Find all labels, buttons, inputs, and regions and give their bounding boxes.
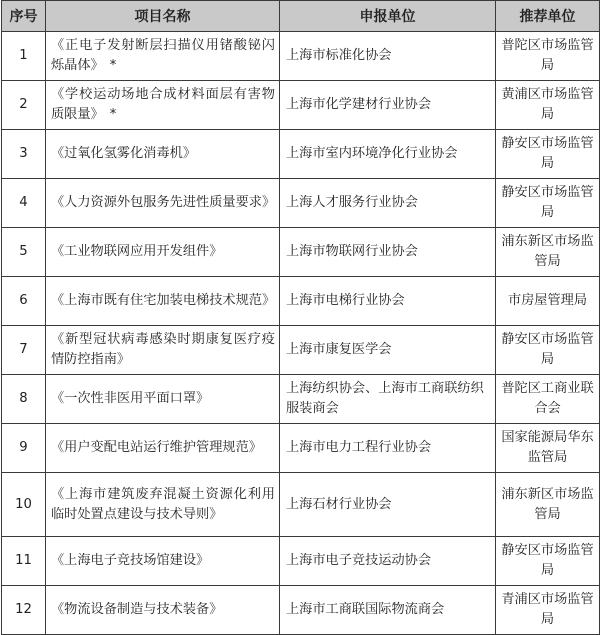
- project-name: 《过氧化氢雾化消毒机》: [51, 146, 197, 161]
- row-number: 10: [2, 473, 46, 537]
- row-number: 1: [2, 32, 46, 81]
- row-number: 7: [2, 326, 46, 375]
- recommending-unit: 静安区市场监管局: [496, 130, 600, 179]
- table-row: [2, 81, 600, 130]
- applicant-unit: 上海市工商联国际物流商会: [280, 586, 496, 635]
- project-name: 《正电子发射断层扫描仪用锗酸铋闪烁晶体》: [51, 38, 275, 73]
- project-name: 《人力资源外包服务先进性质量要求》: [51, 195, 276, 210]
- project-name-cell: [46, 81, 280, 130]
- row-number: 11: [2, 537, 46, 586]
- header-no: 序号: [2, 1, 46, 32]
- applicant-unit: 上海市标准化协会: [280, 32, 496, 81]
- recommending-unit: 普陀区市场监管局: [496, 32, 600, 81]
- project-name: 《一次性非医用平面口罩》: [51, 391, 210, 406]
- applicant-unit: 上海市化学建材行业协会: [280, 81, 496, 130]
- applicant-unit: 上海市室内环境净化行业协会: [280, 130, 496, 179]
- table-row: [2, 130, 600, 179]
- row-number: 5: [2, 228, 46, 277]
- recommending-unit: 浦东新区市场监管局: [496, 228, 600, 277]
- project-name: 《上海市建筑废弃混凝土资源化利用临时处置点建设与技术导则》: [51, 486, 275, 522]
- applicant-unit: 上海市电子竞技运动协会: [280, 537, 496, 586]
- project-name: 《工业物联网应用开发组件》: [51, 244, 223, 259]
- header-row: [2, 1, 600, 32]
- project-name: 《学校运动场地合成材料面层有害物质限量》: [51, 87, 275, 122]
- row-number: 9: [2, 424, 46, 473]
- recommending-unit: 普陀区工商业联合会: [496, 375, 600, 424]
- table-row: [2, 473, 600, 537]
- project-name-cell: [46, 277, 280, 326]
- table-row: [2, 586, 600, 635]
- table-row: [2, 179, 600, 228]
- project-name-cell: [46, 32, 280, 81]
- recommending-unit: 静安区市场监管局: [496, 179, 600, 228]
- table-row: [2, 32, 600, 81]
- project-name-cell: [46, 424, 280, 473]
- table-row: [2, 537, 600, 586]
- recommending-unit: 市房屋管理局: [496, 277, 600, 326]
- table-row: [2, 228, 600, 277]
- row-number: 6: [2, 277, 46, 326]
- applicant-unit: 上海市电力工程行业协会: [280, 424, 496, 473]
- table-row: [2, 424, 600, 473]
- project-name-cell: [46, 375, 280, 424]
- project-name-cell: [46, 228, 280, 277]
- recommending-unit: 浦东新区市场监管局: [496, 473, 600, 537]
- project-name: 《上海电子竞技场馆建设》: [51, 553, 210, 568]
- applicant-unit: 上海市电梯行业协会: [280, 277, 496, 326]
- table-row: [2, 326, 600, 375]
- applicant-unit: 上海市康复医学会: [280, 326, 496, 375]
- row-number: 2: [2, 81, 46, 130]
- recommending-unit: 国家能源局华东监管局: [496, 424, 600, 473]
- project-name: 《新型冠状病毒感染时期康复医疗疫情防控指南》: [51, 332, 275, 367]
- asterisk-mark: *: [109, 107, 117, 122]
- row-number: 3: [2, 130, 46, 179]
- table-row: [2, 375, 600, 424]
- applicant-unit: 上海人才服务行业协会: [280, 179, 496, 228]
- recommending-unit: 青浦区市场监管局: [496, 586, 600, 635]
- row-number: 8: [2, 375, 46, 424]
- recommending-unit: 静安区市场监管局: [496, 326, 600, 375]
- header-project-name: 项目名称: [46, 1, 280, 32]
- recommending-unit: 黄浦区市场监管局: [496, 81, 600, 130]
- project-name-cell: [46, 130, 280, 179]
- project-name: 《用户变配电站运行维护管理规范》: [51, 440, 262, 455]
- asterisk-mark: *: [109, 58, 117, 73]
- table-row: [2, 277, 600, 326]
- project-table: [1, 0, 600, 635]
- project-name: 《物流设备制造与技术装备》: [51, 602, 223, 617]
- recommending-unit: 静安区市场监管局: [496, 537, 600, 586]
- row-number: 12: [2, 586, 46, 635]
- project-name-cell: [46, 179, 280, 228]
- project-name-cell: [46, 473, 280, 537]
- project-name: 《上海市既有住宅加装电梯技术规范》: [51, 293, 276, 308]
- applicant-unit: 上海石材行业协会: [280, 473, 496, 537]
- header-applicant-unit: 申报单位: [280, 1, 496, 32]
- applicant-unit: 上海市物联网行业协会: [280, 228, 496, 277]
- project-name-cell: [46, 326, 280, 375]
- header-recommending-unit: 推荐单位: [496, 1, 600, 32]
- project-name-cell: [46, 537, 280, 586]
- project-name-cell: [46, 586, 280, 635]
- applicant-unit: 上海纺织协会、上海市工商联纺织服装商会: [280, 375, 496, 424]
- row-number: 4: [2, 179, 46, 228]
